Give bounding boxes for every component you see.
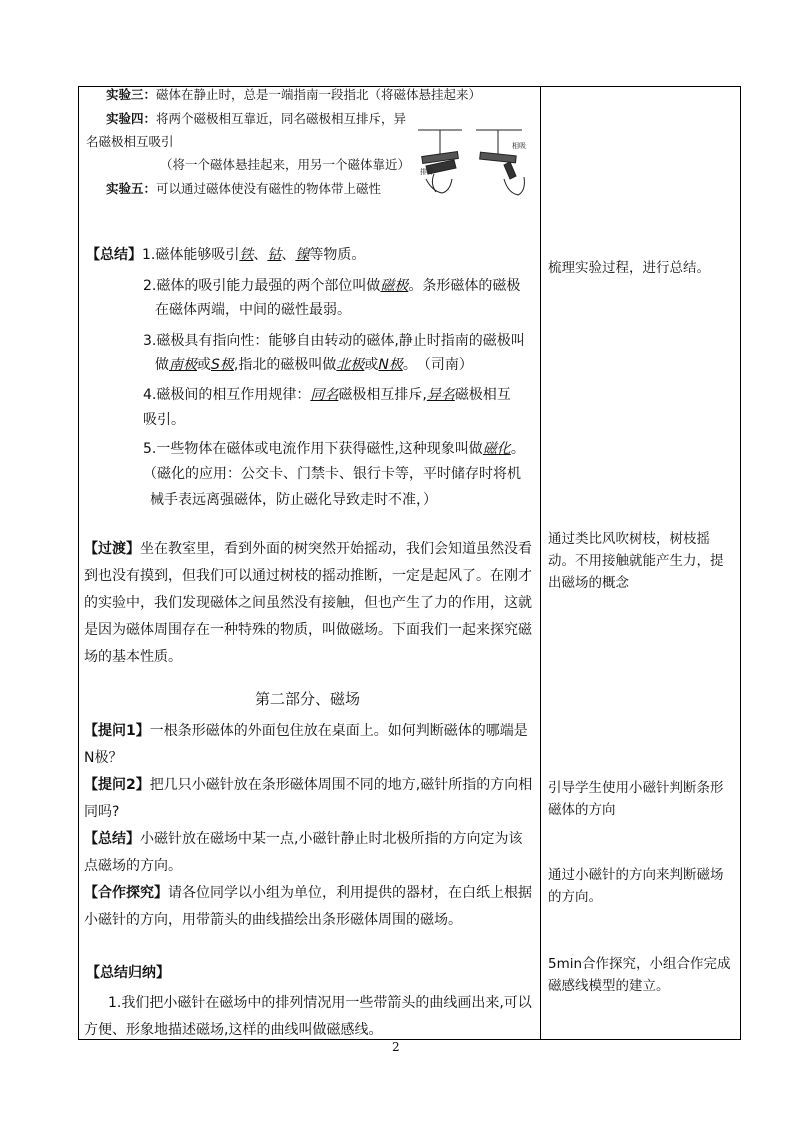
page-number: 2 — [392, 1040, 400, 1054]
summary-item-2-line1: 2.磁体的吸引能力最强的两个部位叫做磁极。条形磁体的磁极 — [143, 278, 521, 294]
experiment-5: 实验五：可以通过磁体使没有磁性的物体带上磁性 — [106, 181, 382, 196]
transition-paragraph: 【过渡】坐在教室里，看到外面的树突然开始摇动，我们会知道虽然没看到也没有摸到，但我们可以通过树枝的摇动推断，一定是起风了。在刚才的实验中，我们发现磁体之间虽然没有接触，但也产生了力的作用，这就是因为磁体周围存在一种特殊的物质，叫做磁场。下面我们一起来探究磁场的基本性质。 — [84, 541, 532, 665]
figure-label-repel: 排斥 — [420, 168, 434, 176]
transition-note: 通过类比风吹树枝，树枝摇动。不用接触就能产生力，提出磁场的概念 — [548, 531, 724, 591]
part2-note-1: 引导学生使用小磁针判断条形磁体的方向 — [548, 780, 724, 818]
section-heading: 第二部分、磁场 — [255, 690, 361, 708]
cooperative-inquiry: 【合作探究】请各位同学以小组为单位，利用提供的器材，在白纸上根据小磁针的方向，用带箭头的曲线描绘出条形磁体周围的磁场。 — [84, 885, 532, 928]
question-2: 【提问2】把几只小磁针放在条形磁体周围不同的地方,磁针所指的方向相同吗? — [84, 777, 533, 820]
summary-conclusion-title: 【总结归纳】 — [86, 965, 170, 981]
experiment-3: 实验三：磁体在静止时，总是一端指南一段指北（将磁体悬挂起来） — [106, 87, 482, 102]
summary-item-4-line2: 吸引。 — [143, 412, 185, 428]
summary-item-2-line2: 在磁体两端，中间的磁性最弱。 — [155, 302, 351, 318]
column-divider — [540, 86, 541, 1040]
summary-2: 【总结】小磁针放在磁场中某一点,小磁针静止时北极所指的方向定为该点磁场的方向。 — [84, 831, 523, 874]
experiment-4-note: （将一个磁体悬挂起来，用另一个磁体靠近） — [160, 157, 411, 172]
summary-item-5-line2: （磁化的应用：公交卡、门禁卡、银行卡等，平时储存时将机 — [143, 466, 521, 482]
summary-item-5-line1: 5.一些物体在磁体或电流作用下获得磁性,这种现象叫做磁化。 — [143, 441, 525, 457]
summary-item-3-line1: 3.磁极具有指向性：能够自由转动的磁体,静止时指南的磁极叫 — [143, 333, 525, 349]
figure-label-attract: 相吸 — [512, 142, 526, 150]
question-1: 【提问1】一根条形磁体的外面包住放在桌面上。如何判断磁体的哪端是N极？ — [84, 723, 528, 766]
summary-item-4-line1: 4.磁极间的相互作用规律：同名磁极相互排斥,异名磁极相互 — [143, 387, 511, 403]
summary-note: 梳理实验过程，进行总结。 — [548, 260, 710, 276]
experiment-4-cont: 名磁极相互吸引 — [86, 134, 174, 149]
experiment-4: 实验四：将两个磁极相互靠近，同名磁极相互排斥，异 — [106, 111, 407, 126]
part2-note-2: 通过小磁针的方向来判断磁场的方向。 — [548, 867, 724, 905]
summary-item-1: 【总结】1.磁体能够吸引铁、钴、镍等物质。 — [86, 247, 366, 263]
summary-item-5-line3: 械手表远离强磁体，防止磁化导致走时不准，） — [150, 492, 437, 508]
part2-note-3: 5min合作探究，小组合作完成磁感线模型的建立。 — [548, 956, 731, 994]
summary-conclusion-text: 1.我们把小磁针在磁场中的排列情况用一些带箭头的曲线画出来,可以方便、形象地描述磁场,这样的曲线叫做磁感线。 — [84, 995, 532, 1038]
summary-item-3-line2: 做南极或S极,指北的磁极叫做北极或N极。 （司南） — [155, 357, 473, 373]
magnet-experiment-figure — [412, 124, 530, 204]
